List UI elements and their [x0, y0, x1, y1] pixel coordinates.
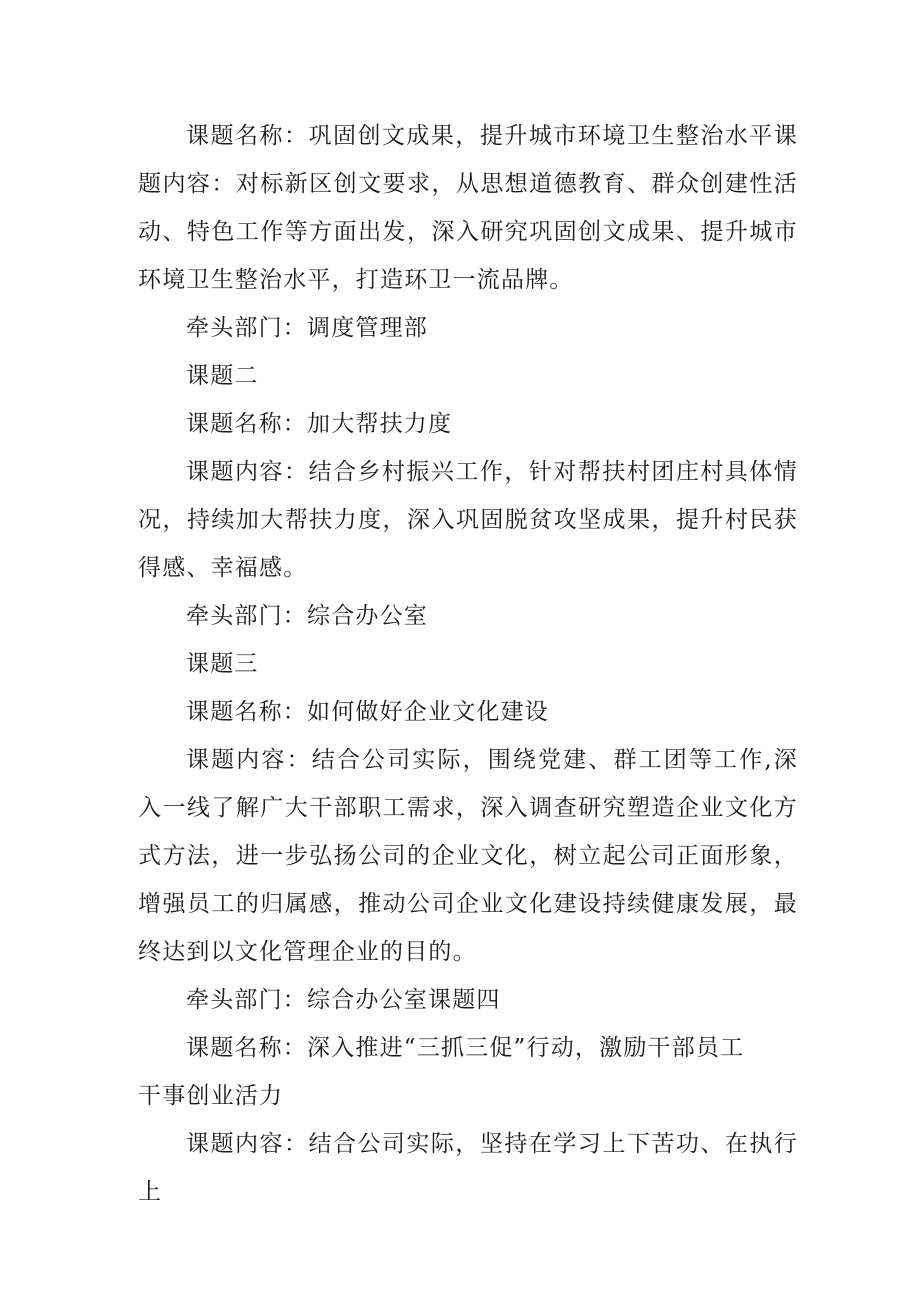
- paragraph-lead-dept-three-topic-four: 牵头部门：综合办公室课题四: [186, 987, 501, 1013]
- paragraph-topic-four-content: 课题内容：结合公司实际，坚持在学习上下苦功、在执行上: [138, 1131, 798, 1205]
- document-body: [138, 112, 798, 1216]
- paragraph-topic-two-content: 课题内容：结合乡村振兴工作，针对帮扶村团庄村具体情况，持续加大帮扶力度，深入巩固脱贫攻坚成果，提升村民获得感、幸福感。: [138, 459, 798, 581]
- paragraph-topic-three-name: 课题名称：如何做好企业文化建设: [186, 699, 549, 725]
- paragraph-topic-two-name: 课题名称：加大帮扶力度: [186, 411, 453, 437]
- paragraph-lead-dept-two: 牵头部门：综合办公室: [186, 603, 428, 629]
- paragraph-topic-four-name-cont: 干事创业活力: [138, 1083, 284, 1109]
- paragraph-topic-four-name: 课题名称：深入推进“三抓三促”行动，激励干部员工: [186, 1035, 745, 1061]
- paragraph-lead-dept-one: 牵头部门：调度管理部: [186, 315, 428, 341]
- paragraph-topic-two-heading: 课题二: [186, 363, 259, 389]
- paragraph-topic-three-heading: 课题三: [186, 651, 259, 677]
- paragraph-topic-one-content: 课题名称：巩固创文成果，提升城市环境卫生整治水平课题内容：对标新区创文要求，从思想道德教育、群众创建性活动、特色工作等方面出发，深入研究巩固创文成果、提升城市环境卫生整治水平，打造环卫一流品牌。: [138, 123, 798, 293]
- paragraph-topic-three-content: 课题内容：结合公司实际，围绕党建、群工团等工作,深入一线了解广大干部职工需求，深入调查研究塑造企业文化方式方法，进一步弘扬公司的企业文化，树立起公司正面形象，增强员工的归属感，推动公司企业文化建设持续健康发展，最终达到以文化管理企业的目的。: [138, 747, 798, 965]
